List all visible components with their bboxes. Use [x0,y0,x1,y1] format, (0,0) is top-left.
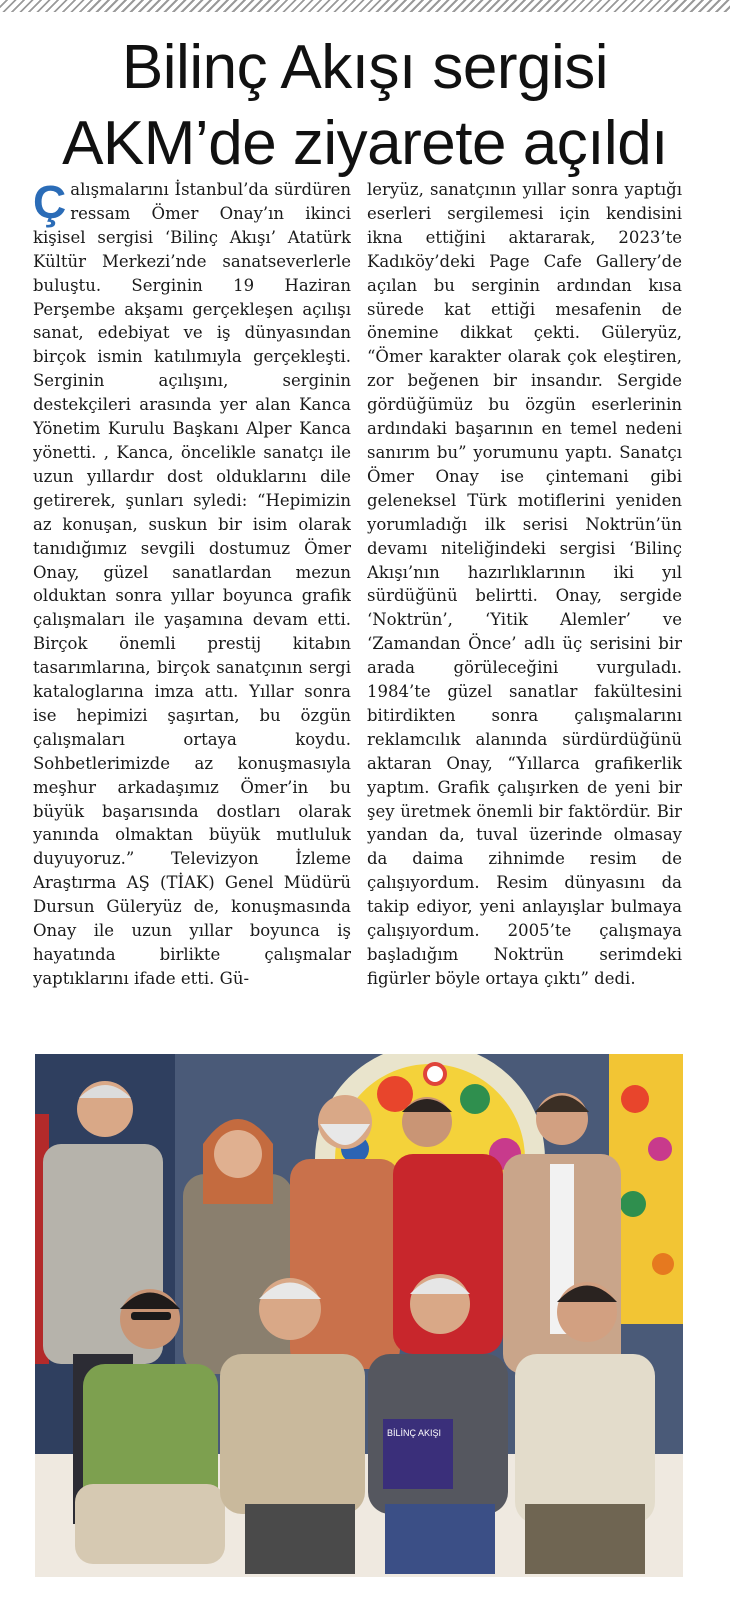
article-text-left: alışmalarını İstanbul’da sürdüren ressam Ömer Onay’ın ikinci kişisel sergisi ‘Bilinç Akışı’ Atatürk Kültür Merkezi’nde sanatseverlerle buluştu. Serginin 19 Haziran Perşembe akşamı gerçekleşen açılışı sanat, edebiyat ve iş dünyasından birçok ismin katılımıyla gerçekleşti. Serginin açılışını, serginin destekçileri arasında yer alan Kanca Yönetim Kurulu Başkanı Alper Kanca yönetti. , Kanca, öncelikle sanatçı ile uzun yıllardır dost olduklarını dile getirerek, şunları syledi: “Hepimizin az konuşan, suskun bir isim olarak tanıdığımız sevgili dostumuz Ömer Onay, güzel sanatlardan mezun olduktan sonra yıllar boyunca grafik çalışmaları ile yaşamına devam etti. Birçok önemli prestij kitabın tasarımlarına, birçok sanatçının sergi kataloglarına imza attı. Yıllar sonra ise hepimizi şaşırtan, bu özgün çalışmaları ortaya koydu. Sohbetlerimizde az konuşmasıyla meşhur arkadaşımız Ömer’in bu büyük başarısında dostları olarak yanında olmaktan büyük mutluluk duyuyoruz.” Televizyon İzleme Araştırma AŞ (TİAK) Genel Müdürü Dursun Güleryüz de, konuşmasında Onay ile uzun yıllar boyunca iş hayatında birlikte çalışmalar yaptıklarını ifade etti. Gü- [33,180,351,988]
article-column-right [367,178,682,1048]
book-cover-title: BİLİNÇ AKIŞI [387,1428,442,1438]
headline [0,30,730,182]
article-text-right: leryüz, sanatçının yıllar sonra yaptığı eserleri sergilemesi için kendisini ikna ettiğini aktararak, 2023’te Kadıköy’deki Page Cafe Gallery’de açılan bu serginin ardından kısa sürede kat ettiği mesafenin de önemine dikkat çekti. Güleryüz, “Ömer karakter olarak çok eleştiren, zor beğenen bir insandır. Sergide gördüğümüz bu özgün eserlerinin ardındaki başarının en temel nedeni sanırım bu” yorumunu yaptı. Sanatçı Ömer Onay ise çintemani gibi geleneksel Türk motiflerini yeniden yorumladığı ilk serisi Noktrün’ün devamı niteliğindeki sergisi ‘Bilinç Akışı’nın hazırlıklarının iki yıl sürdüğünü belirtti. Onay, sergide ‘Noktrün’, ‘Yitik Alemler’ ve ‘Zamandan Önce’ adlı üç serisini bir arada görüleceğini vurguladı. 1984’te güzel sanatlar fakültesini bitirdikten sonra çalışmalarını reklamcılık alanında sürdürdüğünü aktaran Onay, “Yıllarca grafikerlik yaptım. Grafik çalışırken de yeni bir şey üretmek önemli bir faktördür. Bir yandan da, tuval üzerinde olmasay da daima zihnimde resim de çalışıyordum. Resim dünyasını da takip ediyor, yeni anlayışlar bulmaya çalışıyordum. 2005’te çalışmaya başladığım Noktrün serimdeki figürler böyle ortaya çıktı” dedi. [367,180,682,988]
top-border-pattern [0,0,730,12]
headline-line-1: Bilinç Akışı sergisi [121,33,609,102]
headline-line-2: AKM’de ziyarete açıldı [62,109,668,178]
article-column-left [33,178,351,1048]
drop-cap: Ç [33,178,67,228]
group-photo [35,1054,683,1577]
